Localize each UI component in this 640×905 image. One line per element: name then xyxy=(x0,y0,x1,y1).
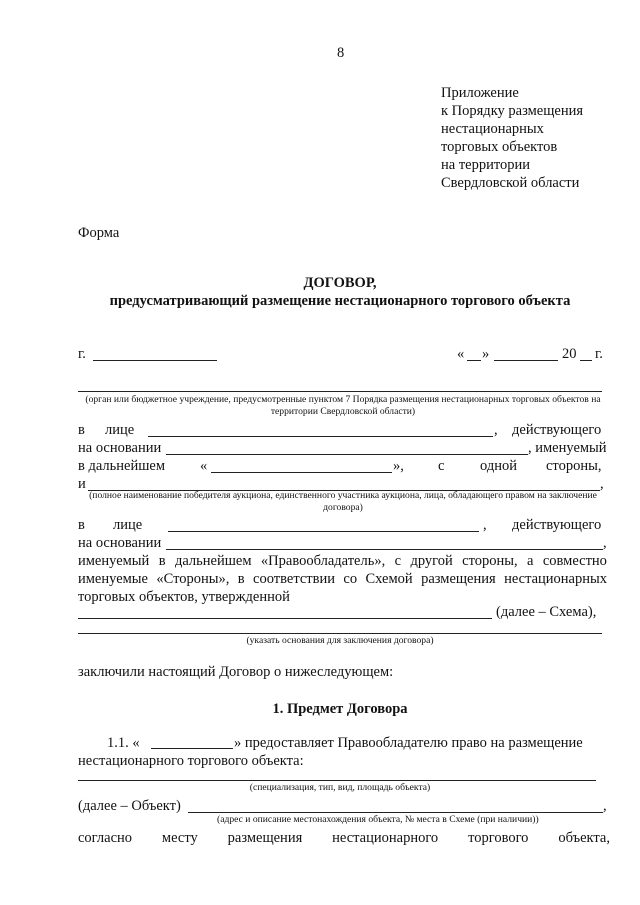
appendix-line: Приложение xyxy=(441,85,519,101)
object-spec-field[interactable] xyxy=(78,780,596,781)
word: дальнейшем xyxy=(174,553,252,569)
word-imenuemyy: , именуемый xyxy=(528,440,607,456)
word-v: в xyxy=(78,517,85,533)
word-litse: лице xyxy=(113,517,143,533)
word: совместно xyxy=(542,553,607,569)
appendix-block xyxy=(441,84,583,192)
quote-open: « xyxy=(200,458,208,474)
document-title: ДОГОВОР, xyxy=(303,275,377,291)
section-heading: 1. Предмет Договора xyxy=(272,701,408,717)
date-month-field[interactable] xyxy=(494,360,558,361)
word-odnoy: одной xyxy=(480,458,517,474)
paragraph-line: именуемые «Стороны», в соответствии со Схемой размещения нестационарных xyxy=(78,571,607,587)
clause-text: » предоставляет Правообладателю право на размещение xyxy=(234,735,583,751)
appendix-line: нестационарных xyxy=(441,121,544,137)
representative-field[interactable] xyxy=(148,436,493,437)
clause-text-line2: нестационарного торгового объекта: xyxy=(78,753,304,769)
comma: , xyxy=(494,422,498,438)
word: нестационарного xyxy=(332,830,439,846)
word-litse: лице xyxy=(105,422,135,438)
word-deystvuyushchego: действующего xyxy=(512,517,602,533)
word: месту xyxy=(161,830,198,846)
paragraph-line xyxy=(78,829,610,847)
comma: , xyxy=(603,535,607,551)
comma: , xyxy=(600,476,604,492)
object-address-field[interactable] xyxy=(188,812,603,813)
word-storony: стороны, xyxy=(546,458,602,474)
word-na-osnovanii: на основании xyxy=(78,535,162,551)
word-v-dalneyshem: в дальнейшем xyxy=(78,458,165,474)
word: объекта, xyxy=(558,830,610,846)
date-close-quote: » xyxy=(482,346,490,362)
authority-note: (орган или бюджетное учреждение, предусмотренные пунктом 7 Порядка размещения нестационарных торговых объектов на территории Свердловской области) xyxy=(85,394,601,417)
date-year-suffix: г. xyxy=(595,346,603,362)
date-open-quote: « xyxy=(457,346,465,362)
appendix-line: Свердловской области xyxy=(441,175,580,191)
short-name-field[interactable] xyxy=(211,472,392,473)
appendix-line: торговых объектов xyxy=(441,139,558,155)
paragraph-line xyxy=(78,552,607,570)
city-field[interactable] xyxy=(93,360,217,361)
paragraph-line: торговых объектов, утвержденной xyxy=(78,589,290,605)
word: торгового xyxy=(468,830,529,846)
quote-close: », xyxy=(393,458,404,474)
grounds-note: (указать основания для заключения договора) xyxy=(246,635,434,646)
word-i: и xyxy=(78,476,86,492)
word: именуемый xyxy=(78,553,150,569)
clause-number: 1.1. « xyxy=(107,735,140,751)
page-number: 8 xyxy=(337,45,345,61)
word: с xyxy=(394,553,402,569)
appendix-line: на территории xyxy=(441,157,531,173)
dalee-object-label: (далее – Объект) xyxy=(78,798,181,814)
scheme-field[interactable] xyxy=(78,618,492,619)
date-year: 20 xyxy=(562,346,577,362)
word: в xyxy=(158,553,166,569)
word: другой xyxy=(410,553,453,569)
spec-note: (специализация, тип, вид, площадь объекта) xyxy=(249,782,431,793)
word: а xyxy=(527,553,534,569)
word-v: в xyxy=(78,422,85,438)
winner-note: (полное наименование победителя аукциона, единственного участника аукциона, лица, обладающего правом на заключение договора) xyxy=(89,490,597,513)
word-s: с xyxy=(438,458,445,474)
word: размещения xyxy=(227,830,303,846)
appendix-line: к Порядку размещения xyxy=(441,103,584,119)
representative-field-2[interactable] xyxy=(168,531,479,532)
concluded-text: заключили настоящий Договор о нижеследующем: xyxy=(78,664,394,680)
form-label: Форма xyxy=(78,225,120,241)
date-day-field[interactable] xyxy=(467,360,481,361)
date-year-field[interactable] xyxy=(580,360,592,361)
document-subtitle: предусматривающий размещение нестационарного торгового объекта xyxy=(109,293,571,309)
basis-field[interactable] xyxy=(166,454,528,455)
grounds-field[interactable] xyxy=(78,633,602,634)
comma: , xyxy=(483,517,487,533)
city-prefix: г. xyxy=(78,346,86,362)
basis-field-2[interactable] xyxy=(166,549,603,550)
scheme-label: (далее – Схема), xyxy=(496,604,597,620)
word-na-osnovanii: на основании xyxy=(78,440,162,456)
word: стороны, xyxy=(462,553,518,569)
word: «Правообладатель», xyxy=(260,553,386,569)
comma: , xyxy=(603,798,607,814)
word: согласно xyxy=(78,830,133,846)
word-deystvuyushchego: действующего xyxy=(512,422,602,438)
grantor-field[interactable] xyxy=(151,748,233,749)
authority-field[interactable] xyxy=(78,391,602,392)
address-note: (адрес и описание местонахождения объекта, № места в Схеме (при наличии)) xyxy=(217,814,539,825)
